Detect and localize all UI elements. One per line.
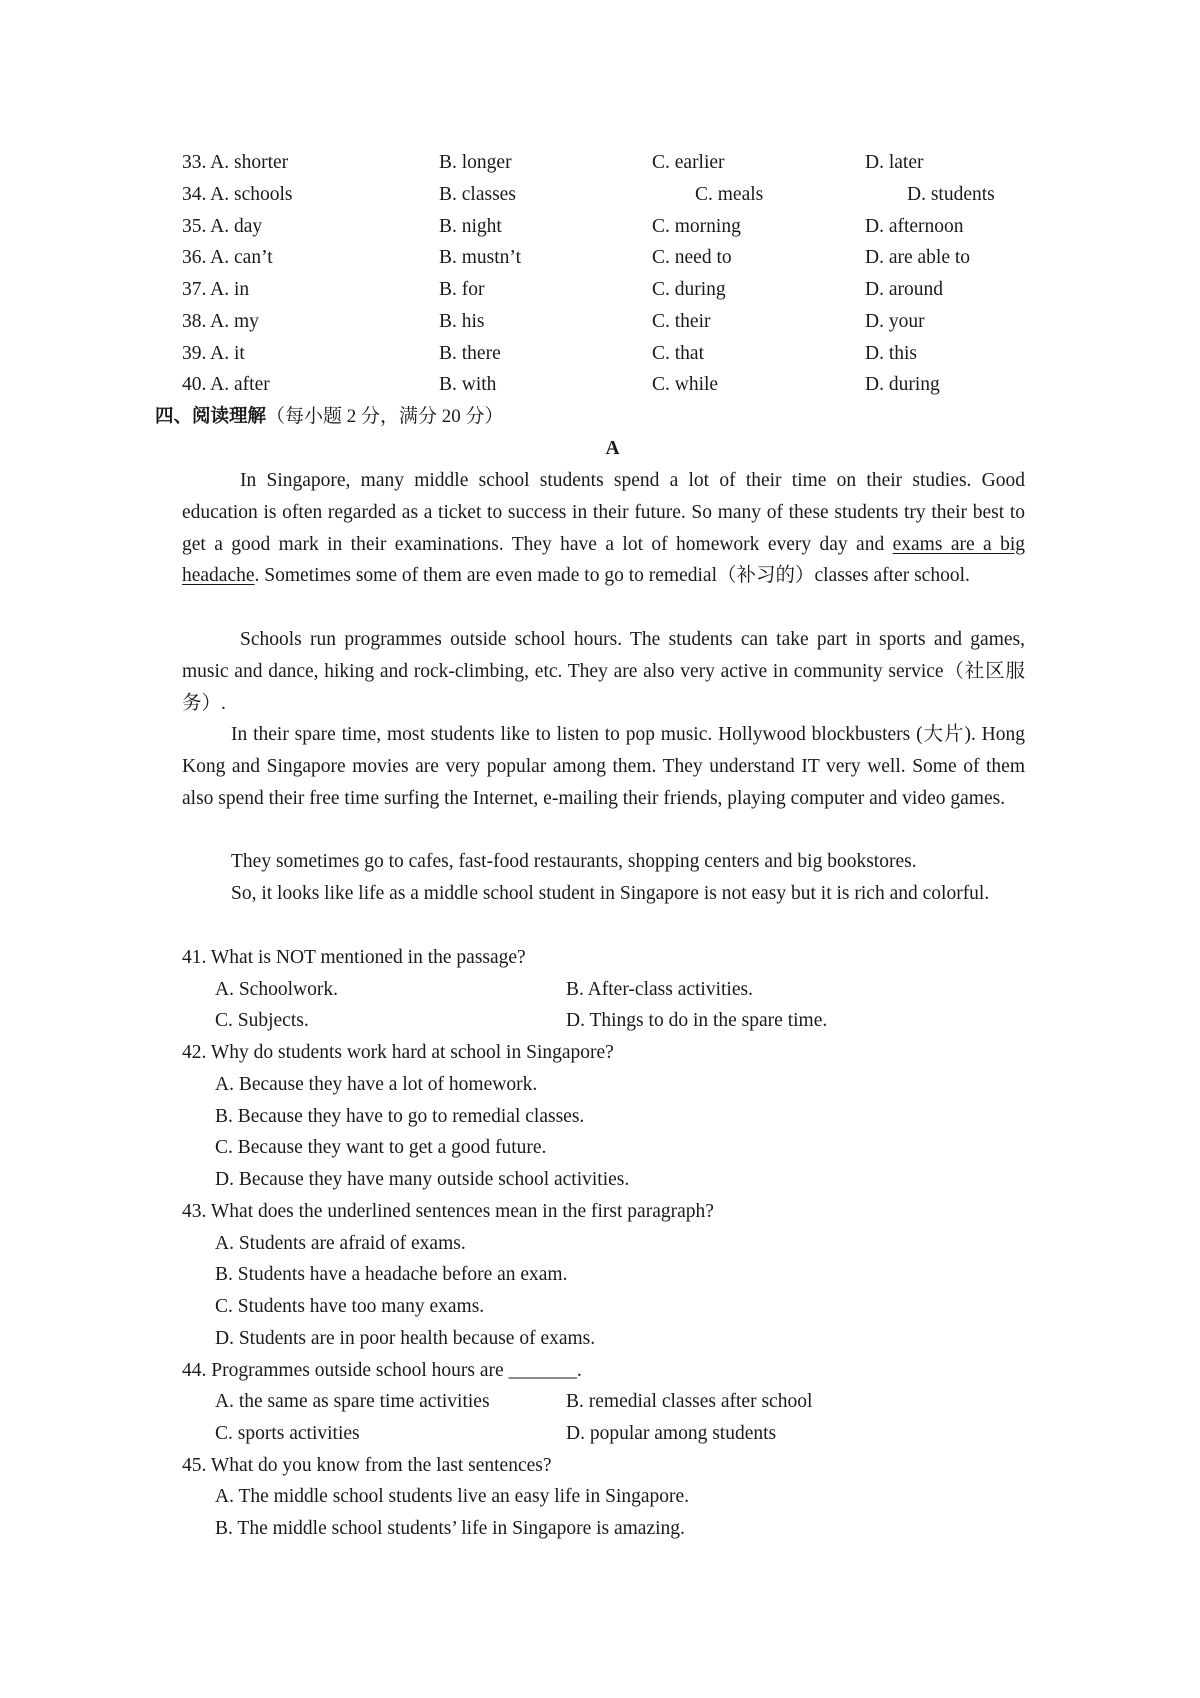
q42-option-a: A. Because they have a lot of homework.: [215, 1074, 538, 1095]
q44-option-c: C. sports activities: [215, 1423, 360, 1444]
q41-option-b: B. After-class activities.: [566, 979, 753, 1000]
q42-option-d: D. Because they have many outside school activities.: [215, 1169, 630, 1190]
question-45: 45. What do you know from the last sentences?: [182, 1455, 552, 1476]
passage-paragraph-4: They sometimes go to cafes, fast-food restaurants, shopping centers and big bookstores.: [231, 851, 917, 872]
cloze-row-38: [0, 306, 1200, 338]
section-heading: [155, 401, 504, 433]
option-a: 34. A. schools: [182, 184, 293, 205]
option-b: B. his: [439, 311, 485, 332]
option-d: D. students: [907, 184, 995, 205]
option-b: B. with: [439, 374, 497, 395]
question-43: 43. What does the underlined sentences mean in the first paragraph?: [182, 1201, 714, 1222]
cloze-row-37: [0, 274, 1200, 306]
passage-label: A: [605, 438, 620, 459]
option-c: C. during: [652, 279, 726, 300]
option-d: D. around: [865, 279, 943, 300]
option-c: C. earlier: [652, 152, 725, 173]
option-c: C. while: [652, 374, 719, 395]
option-a: 33. A. shorter: [182, 152, 289, 173]
option-b: B. night: [439, 216, 502, 237]
option-b: B. there: [439, 343, 501, 364]
q45-option-a: A. The middle school students live an easy life in Singapore.: [215, 1486, 690, 1507]
cloze-row-36: [0, 242, 1200, 274]
option-b: B. classes: [439, 184, 516, 205]
option-c: C. their: [652, 311, 711, 332]
question-42: 42. Why do students work hard at school in Singapore?: [182, 1042, 614, 1063]
option-a: 37. A. in: [182, 279, 250, 300]
passage-paragraph-3: In their spare time, most students like to listen to pop music. Hollywood blockbusters (大片). Hong Kong and Singapore movies are very popular among them. They understand IT very well. Some of them also spend their free time surfing the Internet, e-mailing their friends, playing computer and video games.: [182, 724, 1025, 809]
question-41: 41. What is NOT mentioned in the passage?: [182, 947, 526, 968]
option-c: C. meals: [695, 184, 764, 205]
underlined-sentence: exams are a big headache: [182, 533, 1025, 587]
option-a: 40. A. after: [182, 374, 270, 395]
q41-option-c: C. Subjects.: [215, 1010, 309, 1031]
question-44: 44. Programmes outside school hours are _______.: [182, 1360, 582, 1381]
option-b: B. mustn’t: [439, 247, 521, 268]
q43-option-d: D. Students are in poor health because of exams.: [215, 1328, 596, 1349]
cloze-row-34: [0, 179, 1200, 211]
option-c: C. morning: [652, 216, 741, 237]
option-d: D. during: [865, 374, 940, 395]
cloze-row-40: [0, 369, 1200, 401]
option-d: D. afternoon: [865, 216, 964, 237]
option-d: D. this: [865, 343, 918, 364]
q41-option-a: A. Schoolwork.: [215, 979, 338, 1000]
option-d: D. your: [865, 311, 925, 332]
option-a: 35. A. day: [182, 216, 263, 237]
option-a: 38. A. my: [182, 311, 259, 332]
section-note: （每小题 2 分，满分 20 分）: [266, 406, 504, 427]
option-b: B. for: [439, 279, 485, 300]
q42-option-b: B. Because they have to go to remedial classes.: [215, 1106, 585, 1127]
q41-option-d: D. Things to do in the spare time.: [566, 1010, 828, 1031]
q43-option-a: A. Students are afraid of exams.: [215, 1233, 466, 1254]
option-c: C. need to: [652, 247, 732, 268]
cloze-row-33: [0, 147, 1200, 179]
passage-paragraph-2: Schools run programmes outside school hours. The students can take part in sports and games, music and dance, hiking and rock-climbing, etc. They are also very active in community service（社区服务）.: [182, 629, 1025, 714]
option-d: D. later: [865, 152, 924, 173]
option-a: 39. A. it: [182, 343, 245, 364]
q44-option-a: A. the same as spare time activities: [215, 1391, 490, 1412]
q45-option-b: B. The middle school students’ life in Singapore is amazing.: [215, 1518, 685, 1539]
option-a: 36. A. can’t: [182, 247, 273, 268]
section-title: 四、阅读理解: [155, 406, 267, 427]
passage-paragraph-5: So, it looks like life as a middle school student in Singapore is not easy but it is rich and colorful.: [231, 883, 990, 904]
cloze-row-39: [0, 338, 1200, 370]
option-b: B. longer: [439, 152, 512, 173]
q43-option-c: C. Students have too many exams.: [215, 1296, 485, 1317]
passage-paragraph-1: In Singapore, many middle school students spend a lot of their time on their studies. Good education is often regarded as a ticket to success in their future. So many of these students try their best to get a good mark in their examinations. They have a lot of homework every day and exams are a big headache. Sometimes some of them are even made to go to remedial（补习的）classes after school.: [182, 470, 1025, 587]
cloze-row-35: [0, 211, 1200, 243]
option-c: C. that: [652, 343, 704, 364]
q44-option-d: D. popular among students: [566, 1423, 777, 1444]
q42-option-c: C. Because they want to get a good future.: [215, 1137, 547, 1158]
q43-option-b: B. Students have a headache before an exam.: [215, 1264, 568, 1285]
option-d: D. are able to: [865, 247, 971, 268]
q44-option-b: B. remedial classes after school: [566, 1391, 813, 1412]
